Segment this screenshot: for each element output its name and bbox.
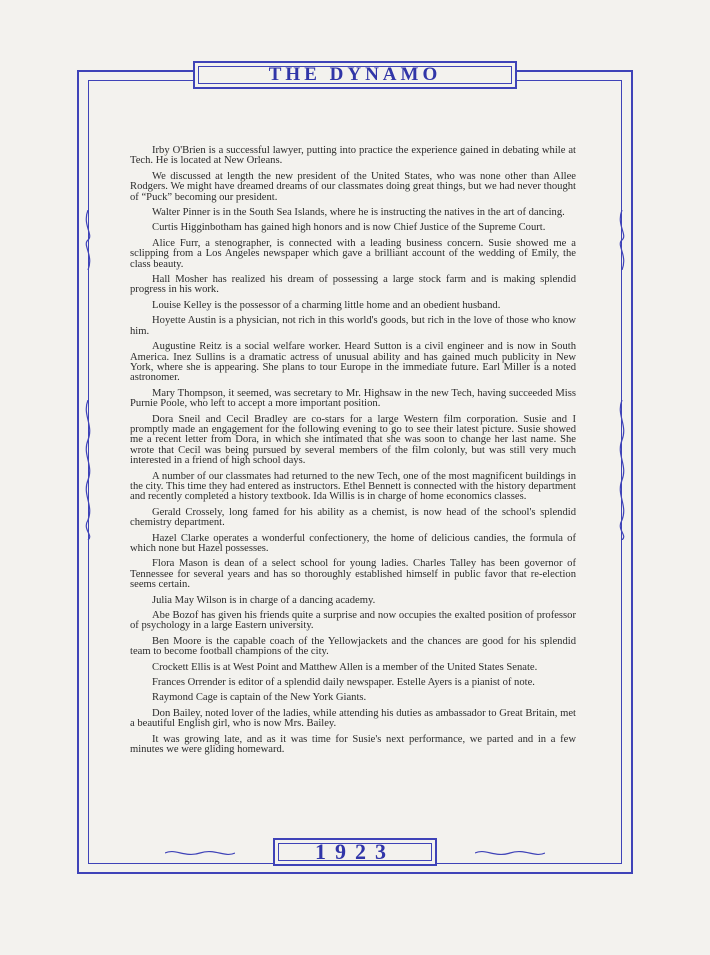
left-upper-ornament <box>82 210 94 270</box>
paragraph: Hall Mosher has realized his dream of possessing a large stock farm and is making splendid progress in his work. <box>130 274 576 296</box>
paragraph: Julia May Wilson is in charge of a dancing academy. <box>152 594 376 606</box>
paragraph: Walter Pinner is in the South Sea Islands, where he is instructing the natives in the art of dancing. <box>152 207 565 219</box>
paragraph: Augustine Reitz is a social welfare worker. Heard Sutton is a civil engineer and is now in South America. Inez Sullins is a dramatic actress of unusual ability and has gained much publicity in New York, where she is appearing. She plans to tour Europe in the immediate future. Earl Miller is a noted astronomer. <box>130 341 576 384</box>
paragraph: Gerald Crossely, long famed for his ability as a chemist, is now head of the school's splendid chemistry department. <box>130 506 576 529</box>
paragraph: A number of our classmates had returned to the new Tech, one of the most magnificent buildings in the city. This time they had entered as instructors. Ethel Bennett is connected with the history department and recently completed a history textbook. Ida Willis is in charge of home economics classes. <box>130 470 576 503</box>
paragraph: Abe Bozof has given his friends quite a surprise and now occupies the exalted position of professor of psychology in a large Eastern university. <box>130 610 576 632</box>
left-border-ornament <box>82 400 94 540</box>
paragraph: Hazel Clarke operates a wonderful confectionery, the home of delicious candies, the formula of which none but Hazel possesses. <box>130 532 576 554</box>
footer-plate <box>273 838 437 866</box>
paragraph: It was growing late, and as it was time for Susie's next performance, we parted and in a few minutes we were gliding homeward. <box>130 733 576 756</box>
page-title: THE DYNAMO <box>268 64 442 85</box>
page-year: 1923 <box>315 839 395 864</box>
header-plate <box>193 61 517 89</box>
paragraph: Frances Orrender is editor of a splendid daily newspaper. Estelle Ayers is a pianist of note. <box>152 677 535 689</box>
paragraph: Dora Sneil and Cecil Bradley are co-stars for a large Western film corporation. Susie and I promptly made an engagement for the following evening to go to see their latest picture. Susie showed me a recent letter from Dora, in which she intimated that she was soon to change her last name. She wrote that Cecil was being pursued by several members of the film colonly, but was still very much interested in a friend of high school days. <box>130 413 576 467</box>
right-upper-ornament <box>616 210 628 270</box>
paragraph: Crockett Ellis is at West Point and Matthew Allen is a member of the United States Senate. <box>152 661 538 673</box>
paragraph: Mary Thompson, it seemed, was secretary to Mr. Highsaw in the new Tech, having succeeded Miss Purnie Poole, who left to accept a more important position. <box>130 387 576 410</box>
paragraph: We discussed at length the new president of the United States, who was none other than Allee Rodgers. We might have dreamed dreams of our classmates doing great things, but we had never thought of “Puck” becoming our president. <box>130 170 576 203</box>
paragraph: Flora Mason is dean of a select school for young ladies. Charles Talley has been governor of Tennessee for several years and has so thoroughly established himself in public favor that re-election seems certain. <box>130 558 576 591</box>
article-body <box>130 146 576 761</box>
paragraph: Raymond Cage is captain of the New York Giants. <box>152 692 367 704</box>
paragraph: Don Bailey, noted lover of the ladies, while attending his duties as ambassador to Great Britain, met a beautiful English girl, who is now Mrs. Bailey. <box>130 707 576 730</box>
paragraph: Louise Kelley is the possessor of a charming little home and an obedient husband. <box>152 299 501 311</box>
paragraph: Curtis Higginbotham has gained high honors and is now Chief Justice of the Supreme Court. <box>152 222 546 234</box>
paragraph: Ben Moore is the capable coach of the Yellowjackets and the chances are good for his splendid team to become football champions of the city. <box>130 635 576 658</box>
paragraph: Hoyette Austin is a physician, not rich in this world's goods, but rich in the love of those who know him. <box>130 315 576 337</box>
paragraph: Alice Furr, a stenographer, is connected with a leading business concern. Susie showed me a sclipping from a Los Angeles newspaper which gave a brilliant account of the wedding of Emily, the class beauty. <box>130 237 576 270</box>
paragraph: Irby O'Brien is a successful lawyer, putting into practice the experience gained in debating while at Tech. He is located at New Orleans. <box>130 145 576 167</box>
bottom-right-ornament <box>475 848 545 858</box>
bottom-left-ornament <box>165 848 235 858</box>
right-border-ornament <box>616 400 628 540</box>
